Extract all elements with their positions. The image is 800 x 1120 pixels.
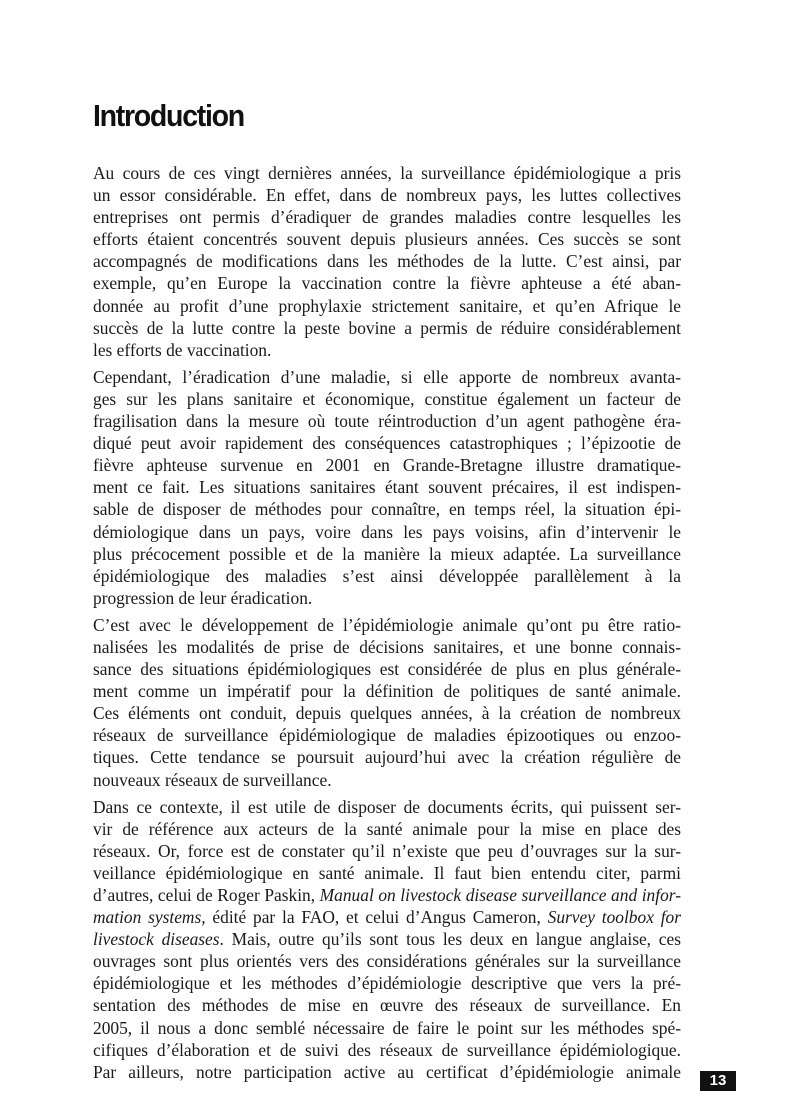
paragraph-3 — [93, 614, 681, 791]
text-line: Au cours de ces vingt dernières années, la surveillance épidémiologique a pris — [93, 163, 681, 183]
text-segment: édité par la FAO, et celui d’Angus Cameron, — [205, 907, 548, 928]
text-line: ges sur les plans sanitaire et économique, constitue également un facteur de — [93, 388, 681, 409]
text-line — [93, 884, 681, 906]
book-title-2: Survey toolbox for — [547, 907, 681, 928]
text-line: ouvrages sont plus orientés vers des considérations générales sur la surveillance — [93, 951, 681, 972]
book-title-1-continued: mation systems, — [93, 907, 206, 928]
text-line: exemple, qu’en Europe la vaccination contre la fièvre aphteuse a été aban- — [93, 273, 681, 294]
page-number-badge: 13 — [700, 1071, 736, 1091]
paragraph-2 — [93, 366, 681, 609]
text-line: fragilisation dans la mesure où toute réintroduction d’un agent pathogène éra- — [93, 411, 681, 432]
text-line: Par ailleurs, notre participation active au certificat d’épidémiologie animale — [93, 1061, 681, 1082]
page-title: Introduction — [93, 98, 244, 133]
text-line: efforts étaient concentrés souvent depuis plusieurs années. Ces succès se sont — [93, 229, 681, 250]
text-segment: . Mais, outre qu’ils sont tous les deux en langue anglaise, ces — [219, 929, 681, 950]
text-line: réseaux de surveillance épidémiologique de maladies épizootiques ou enzoo- — [93, 725, 681, 746]
text-line: Ces éléments ont conduit, depuis quelques années, à la création de nombreux — [93, 703, 681, 724]
text-line: démiologique dans un pays, voire dans les pays voisins, afin d’intervenir le — [93, 521, 681, 542]
text-line: réseaux. Or, force est de constater qu’il n’existe que peu d’ouvrages sur la sur- — [93, 840, 681, 861]
text-line: tiques. Cette tendance se poursuit aujourd’hui avec la création régulière de — [93, 747, 681, 768]
text-line: plus précocement possible et de la manière la mieux adaptée. La surveillance — [93, 543, 681, 564]
book-title-2-continued: livestock diseases — [93, 929, 220, 950]
body-text — [93, 162, 681, 1088]
text-segment: d’autres, celui de Roger Paskin, — [93, 885, 320, 905]
text-line: sable de disposer de méthodes pour connaître, en temps réel, la situation épi- — [93, 499, 681, 520]
text-line: vir de référence aux acteurs de la santé animale pour la mise en place des — [93, 818, 681, 839]
paragraph-1 — [93, 162, 681, 361]
text-line: succès de la lutte contre la peste bovine a permis de réduire considérablement — [93, 317, 681, 338]
book-title-1: Manual on livestock disease surveillance and infor- — [319, 885, 681, 905]
text-line: C’est avec le développement de l’épidémiologie animale qu’ont pu être ratio- — [93, 614, 681, 635]
text-line: nalisées les modalités de prise de décisions sanitaires, et une bonne connais- — [93, 636, 681, 657]
text-line: sance des situations épidémiologiques est considérée de plus en plus générale- — [93, 659, 681, 680]
text-line: fièvre aphteuse survenue en 2001 en Grande-Bretagne illustre dramatique- — [93, 455, 681, 476]
paragraph-4 — [93, 796, 681, 1083]
text-line: diqué peut avoir rapidement des conséquences catastrophiques ; l’épizootie de — [93, 433, 681, 454]
text-line: 2005, il nous a donc semblé nécessaire de faire le point sur les méthodes spé- — [93, 1017, 681, 1038]
text-line — [93, 928, 681, 950]
text-line: les efforts de vaccination. — [93, 339, 272, 360]
text-line: cifiques d’élaboration et de suivi des réseaux de surveillance épidémiologique. — [93, 1039, 681, 1060]
text-line: épidémiologique et les méthodes d’épidémiologie descriptive que vers la pré- — [93, 973, 681, 994]
text-line: Cependant, l’éradication d’une maladie, si elle apporte de nombreux avanta- — [93, 366, 681, 387]
text-line — [93, 906, 681, 928]
text-line: un essor considérable. En effet, dans de nombreux pays, les luttes collectives — [93, 185, 681, 206]
text-line: veillance épidémiologique en santé animale. Il faut bien entendu citer, parmi — [93, 862, 681, 883]
text-line: sentation des méthodes de mise en œuvre des réseaux de surveillance. En — [93, 995, 681, 1016]
text-line: ment ce fait. Les situations sanitaires étant souvent précaires, il est indispen- — [93, 477, 681, 498]
text-line: Dans ce contexte, il est utile de disposer de documents écrits, qui puissent ser- — [93, 796, 681, 817]
text-line: progression de leur éradication. — [93, 587, 313, 608]
text-line: entreprises ont permis d’éradiquer de grandes maladies contre lesquelles les — [93, 207, 681, 228]
text-line: ment comme un impératif pour la définition de politiques de santé animale. — [93, 681, 681, 702]
text-line: épidémiologique des maladies s’est ainsi développée parallèlement à la — [93, 565, 681, 586]
text-line: accompagnés de modifications dans les méthodes de la lutte. C’est ainsi, par — [93, 251, 681, 272]
text-line: nouveaux réseaux de surveillance. — [93, 769, 332, 790]
text-line: donnée au profit d’une prophylaxie strictement sanitaire, et qu’en Afrique le — [93, 295, 681, 316]
